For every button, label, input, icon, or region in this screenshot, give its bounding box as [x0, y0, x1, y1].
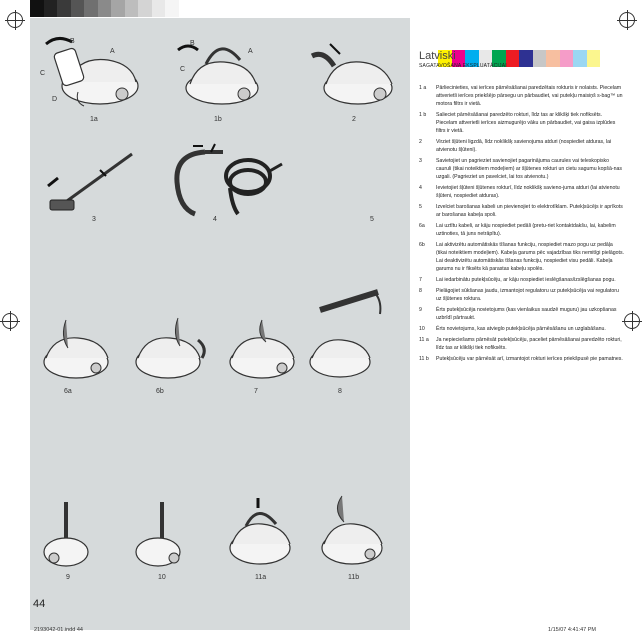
- figure-10-illustration: [128, 500, 194, 570]
- figure-9-illustration: [36, 500, 102, 570]
- registration-mark-icon: [624, 313, 640, 329]
- section-title: SAGATAVOŠANA EKSPLUATĀCIJAI: [419, 63, 507, 69]
- color-swatch: [165, 0, 179, 17]
- instruction-number: 8: [419, 288, 422, 294]
- figure-label: 7: [254, 388, 258, 395]
- instruction-text: Pielāgojiet sūkšanas jaudu, izmantojot regulatoru uz putekļsūcēja vai regulatoru uz šļūtenes rokturа.: [436, 288, 619, 302]
- figure-11a-illustration: [222, 496, 298, 570]
- instruction-text: Putekļsūcēju var pārnēsāt arī, izmantojot rokturi ierīces priekšpusē pie pamatnes.: [436, 356, 623, 362]
- color-swatch: [30, 0, 44, 17]
- instruction-number: 7: [419, 277, 422, 283]
- instruction-text: Savietojiet un pagrieziet savienojiet pagarinājuma caurules vai teleskopisko cauruli (tikai noteiktiem modeļiem) ar šļūtenes rokturi un cietu sagumu kopšā-nas uzgali. (Pagrieziet un pavelciet, lai tos atvienotu.): [436, 158, 622, 180]
- instruction-item: [419, 287, 624, 303]
- instruction-item: [419, 84, 624, 108]
- figure-5-illustration: [218, 148, 288, 218]
- instruction-text: Lai uztītu kabeli, ar kāju nospiediet pedāli (pretu-riet kontaktdakšu, lai, kabelim uztinoties, tā juns netrāpītu).: [436, 223, 616, 237]
- instruction-number: 10: [419, 326, 425, 332]
- color-swatch: [125, 0, 139, 17]
- instruction-item: [419, 276, 624, 284]
- instruction-number: 6a: [419, 223, 425, 229]
- registration-mark-icon: [7, 12, 23, 28]
- instruction-number: 6b: [419, 242, 425, 248]
- instruction-item: [419, 241, 624, 273]
- instruction-item: [419, 336, 624, 352]
- figure-label: 1a: [90, 116, 98, 123]
- figure-label: 10: [158, 574, 166, 581]
- instruction-text: Pārliecinieties, vai ierīces pārnēsāšanai paredzētais rokturis ir nolaists. Piecelam attverietli ierīces priekšējo pārsegu un pārbaudiet, vai putekļu maisiņš s-bag™ un motora filtrs ir vietā.: [436, 85, 623, 107]
- instruction-text: Ja nepieciešams pārnēsāt putekļsūcēju, paceliet pārnēsāšanai paredzēto rokturi, līdz tas ar klikšķi tiek nofiksēts.: [436, 337, 622, 351]
- color-swatch: [98, 0, 112, 17]
- instruction-item: [419, 138, 624, 154]
- instruction-number: 9: [419, 307, 422, 313]
- color-swatch: [179, 0, 193, 17]
- callout-letter: C: [40, 70, 46, 77]
- color-swatch: [71, 0, 85, 17]
- figure-1a-illustration: [38, 30, 153, 112]
- figure-1b-illustration: [172, 30, 267, 112]
- instruction-item: [419, 203, 624, 219]
- figure-label: 3: [92, 216, 96, 223]
- figure-label: 1b: [214, 116, 222, 123]
- language-heading: Latviski: [419, 50, 456, 62]
- instruction-item: [419, 355, 624, 363]
- figure-6b-illustration: [128, 316, 212, 386]
- figure-6a-illustration: [36, 318, 116, 386]
- color-swatch: [111, 0, 125, 17]
- instruction-number: 5: [419, 204, 422, 210]
- page-number: 44: [33, 598, 46, 610]
- figure-7-illustration: [222, 318, 302, 384]
- instruction-text: Lai aktivizētu automātiskās tīšanas funkciju, nospiediet mazo pogu uz pedāļa (tikai noteiktiem modeļiem). Kabeļa garums pēc vajadzības tiks nemitīgi pielāgots. Lai deaktivizētu automātiskās tīšanas funkciju, nospiediet visu pedāli. Kabeļa garums nu ir fiksēts kā parastas kabeļu spolēs.: [436, 242, 624, 272]
- instruction-item: [419, 306, 624, 322]
- color-swatch: [138, 0, 152, 17]
- instruction-number: 4: [419, 185, 422, 191]
- instruction-text: Lai iedarbinātu putekļsūcēju, ar kāju nospiediet ieslēgšanas/izslēgšanas pogu.: [436, 277, 616, 283]
- figure-11b-illustration: [312, 494, 392, 570]
- instruction-number: 11 a: [419, 337, 429, 343]
- figure-3-illustration: [40, 148, 140, 216]
- file-name-footer: 2193042-01.indd 44: [34, 627, 83, 633]
- callout-letter: C: [180, 66, 186, 73]
- instruction-text: Izvelciet barošanas kabeli un pievienojiet to elektrotīklam. Putekļsūcējs ir aprīkots ar barošanas kabeļa spoli.: [436, 204, 623, 218]
- instruction-text: Ērts novietojums, kas atvieglo putekļsūcēja pārnēsāšanu un uzglabāšanu.: [436, 326, 606, 332]
- callout-letter: D: [52, 96, 58, 103]
- instruction-text: Salieciet pārnēsāšanai paredzēto rokturi, līdz tas ar klikšķi tiek nofiksēts. Piecelam attverietli ierīces aizmugurējo vāku un pārbaudiet, vai gaisa izplūdes filtrs ir vietā.: [436, 112, 616, 134]
- instruction-number: 1 b: [419, 112, 427, 118]
- print-timestamp-footer: 1/15/07 4:41:47 PM: [548, 627, 597, 633]
- color-swatch: [84, 0, 98, 17]
- instruction-item: [419, 111, 624, 135]
- instruction-text: Ievietojiet šļūteni šļūtenes rokturī, līdz noklikšķ savieno-juma atduri (lai atvienotu šļūteni, nospiediet atduras).: [436, 185, 620, 199]
- figure-label: 5: [370, 216, 374, 223]
- figure-label: 8: [338, 388, 342, 395]
- callout-letter: A: [248, 48, 253, 55]
- figure-label: 6a: [64, 388, 72, 395]
- figure-label: 2: [352, 116, 356, 123]
- instructions-column: [419, 50, 624, 366]
- instruction-number: 3: [419, 158, 422, 164]
- callout-letter: A: [110, 48, 115, 55]
- figure-label: 11b: [348, 574, 360, 581]
- instruction-text: Ērts putekļsūcēja novietojums (kas vienlaikus saudzē muguru) jau uzkopšanas uzbrīdī pārtraukt.: [436, 307, 617, 321]
- figure-2-illustration: [310, 36, 400, 112]
- registration-mark-icon: [2, 313, 18, 329]
- instruction-number: 11 b: [419, 356, 429, 362]
- callout-letter: B: [70, 38, 75, 45]
- figure-label: 11a: [255, 574, 267, 581]
- color-swatch: [44, 0, 58, 17]
- figure-label: 9: [66, 574, 70, 581]
- callout-letter: B: [190, 40, 195, 47]
- figure-label: 4: [213, 216, 217, 223]
- instruction-number: 1 a: [419, 85, 427, 91]
- instruction-item: [419, 325, 624, 333]
- instruction-item: [419, 184, 624, 200]
- instruction-item: [419, 157, 624, 181]
- instruction-list: [419, 84, 624, 363]
- instruction-number: 2: [419, 139, 422, 145]
- figure-8-illustration: [300, 282, 400, 382]
- grayscale-color-bar: [30, 0, 192, 17]
- instruction-item: [419, 222, 624, 238]
- color-swatch: [152, 0, 166, 17]
- registration-mark-icon: [619, 12, 635, 28]
- color-swatch: [57, 0, 71, 17]
- figure-label: 6b: [156, 388, 164, 395]
- instruction-text: Virziet šļūteni ligzdā, līdz noklikšķ savienojuma atduri (nospiediet atduras, lai atvienotu šļūteni).: [436, 139, 612, 153]
